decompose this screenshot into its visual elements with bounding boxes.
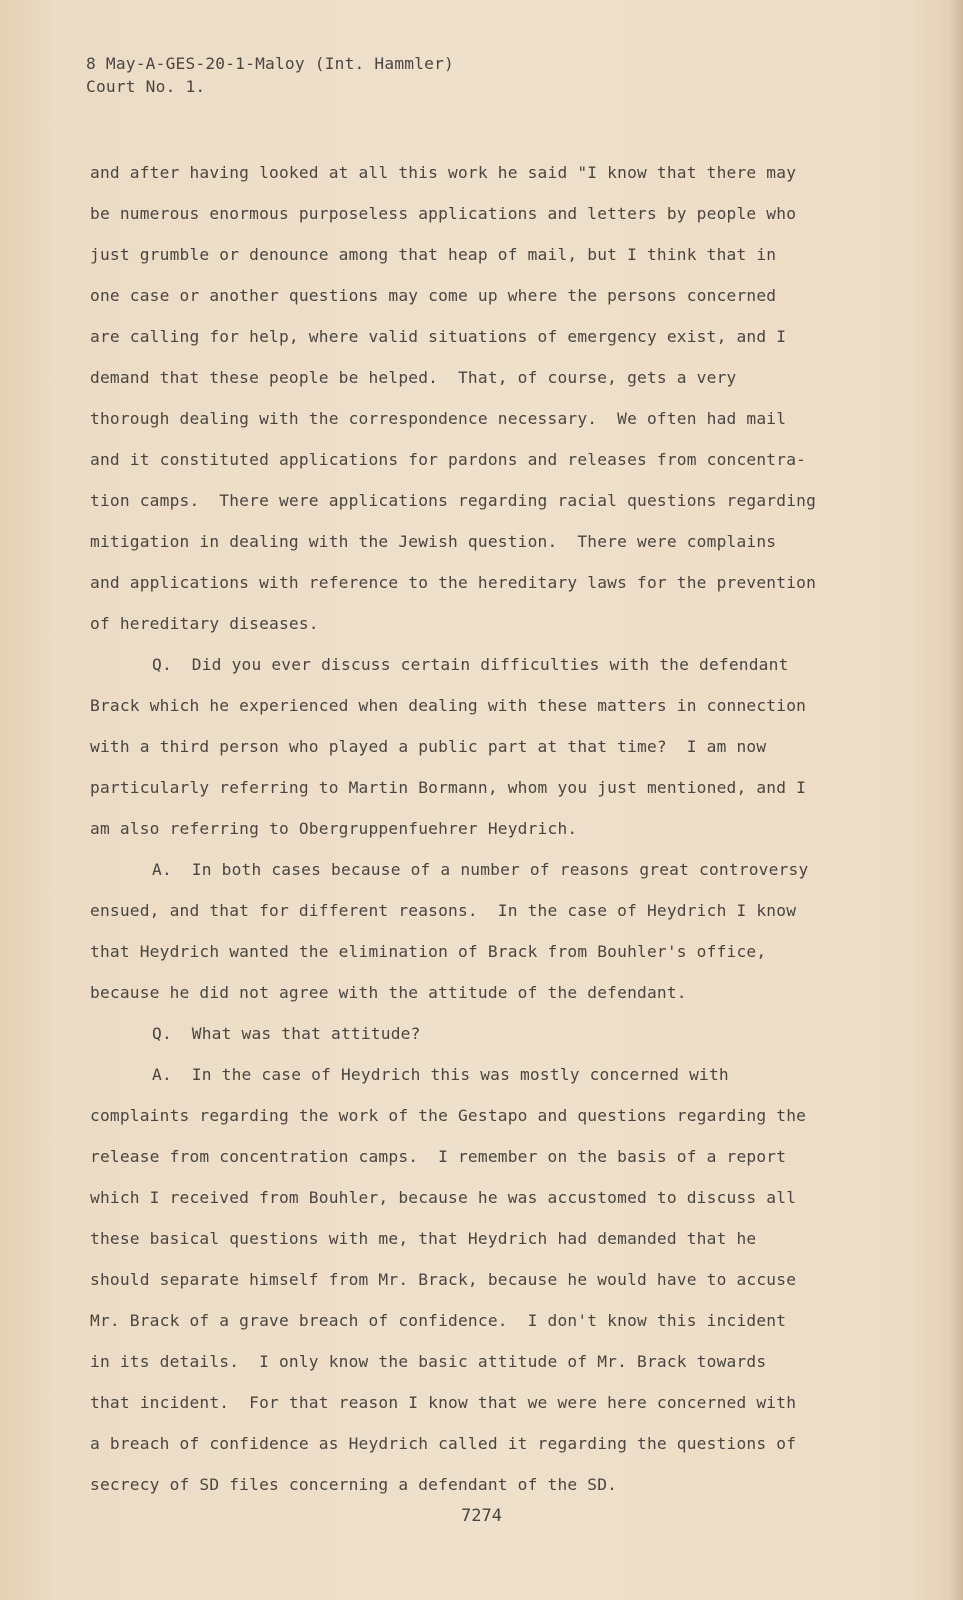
transcript-line: because he did not agree with the attitude of the defendant. (90, 983, 687, 1002)
transcript-line: one case or another questions may come up where the persons concerned (90, 286, 777, 305)
transcript-line: which I received from Bouhler, because he was accustomed to discuss all (90, 1188, 797, 1207)
transcript-line: of hereditary diseases. (90, 614, 319, 633)
transcript-line: and applications with reference to the hereditary laws for the prevention (90, 573, 817, 592)
header-court: Court No. 1. (86, 77, 206, 96)
transcript-line: demand that these people be helped. That, of course, gets a very (90, 368, 737, 387)
transcript-line: should separate himself from Mr. Brack, because he would have to accuse (90, 1270, 797, 1289)
transcript-line: that incident. For that reason I know that we were here concerned with (90, 1393, 797, 1412)
transcript-line: Q. Did you ever discuss certain difficulties with the defendant (152, 655, 789, 674)
transcript-line: A. In the case of Heydrich this was mostly concerned with (152, 1065, 729, 1084)
transcript-line: Brack which he experienced when dealing with these matters in connection (90, 696, 807, 715)
transcript-line: thorough dealing with the correspondence necessary. We often had mail (90, 409, 787, 428)
transcript-line: A. In both cases because of a number of reasons great controversy (152, 860, 809, 879)
document-header (86, 52, 454, 98)
transcript-line: that Heydrich wanted the elimination of Brack from Bouhler's office, (90, 942, 767, 961)
page-edge-shadow (949, 0, 963, 1600)
transcript-line: particularly referring to Martin Bormann, whom you just mentioned, and I (90, 778, 807, 797)
transcript-line: and after having looked at all this work he said "I know that there may (90, 163, 797, 182)
transcript-line: and it constituted applications for pardons and releases from concentra- (90, 450, 807, 469)
transcript-line: Q. What was that attitude? (152, 1024, 421, 1043)
transcript-body (90, 152, 850, 1505)
transcript-line: be numerous enormous purposeless applications and letters by people who (90, 204, 797, 223)
transcript-line: am also referring to Obergruppenfuehrer Heydrich. (90, 819, 578, 838)
transcript-line: mitigation in dealing with the Jewish question. There were complains (90, 532, 777, 551)
transcript-line: with a third person who played a public part at that time? I am now (90, 737, 767, 756)
transcript-line: are calling for help, where valid situations of emergency exist, and I (90, 327, 787, 346)
transcript-line: secrecy of SD files concerning a defendant of the SD. (90, 1475, 618, 1494)
transcript-line: Mr. Brack of a grave breach of confidence. I don't know this incident (90, 1311, 787, 1330)
transcript-line: tion camps. There were applications regarding racial questions regarding (90, 491, 817, 510)
transcript-line: release from concentration camps. I remember on the basis of a report (90, 1147, 787, 1166)
transcript-line: in its details. I only know the basic attitude of Mr. Brack towards (90, 1352, 767, 1371)
transcript-line: these basical questions with me, that Heydrich had demanded that he (90, 1229, 757, 1248)
transcript-line: a breach of confidence as Heydrich called it regarding the questions of (90, 1434, 797, 1453)
header-reference: 8 May-A-GES-20-1-Maloy (Int. Hammler) (86, 54, 454, 73)
transcript-line: complaints regarding the work of the Gestapo and questions regarding the (90, 1106, 807, 1125)
page-number: 7274 (461, 1506, 502, 1526)
transcript-line: ensued, and that for different reasons. In the case of Heydrich I know (90, 901, 797, 920)
transcript-line: just grumble or denounce among that heap of mail, but I think that in (90, 245, 777, 264)
